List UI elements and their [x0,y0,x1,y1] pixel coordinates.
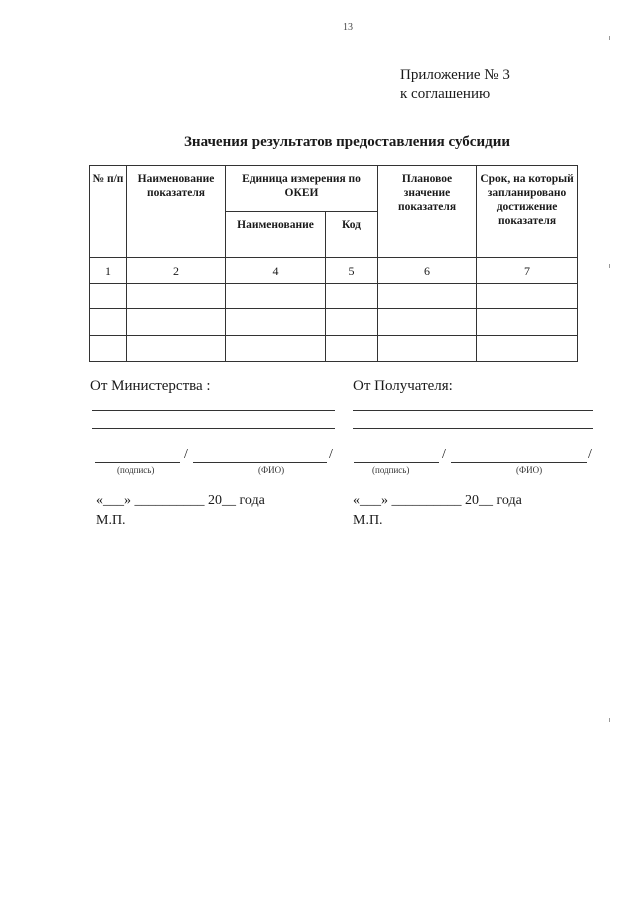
ministry-line-1 [92,410,335,411]
scan-tick [609,718,610,722]
empty-cell [127,284,226,309]
ministry-signature-line [95,462,180,463]
recipient-name-hint: (ФИО) [516,465,543,475]
empty-cell [90,284,127,309]
ministry-slash-end: / [329,447,333,462]
table-row [90,309,578,336]
header-okei-unit: Единица измерения по ОКЕИ [226,166,378,212]
table-header-row [90,166,578,212]
empty-cell [378,309,477,336]
empty-cell [226,284,326,309]
ministry-name-line [193,462,327,463]
empty-cell [326,336,378,362]
ministry-line-2 [92,428,335,429]
ministry-signature-hint: (подпись) [117,465,155,475]
header-number: № п/п [90,166,127,258]
empty-cell [378,336,477,362]
recipient-slash-end: / [588,447,592,462]
recipient-slash: / [442,447,446,462]
empty-cell [226,309,326,336]
recipient-name-line [451,462,587,463]
appendix-line-1: Приложение № 3 [400,67,510,83]
header-deadline: Срок, на который запланировано достижение показателя [477,166,578,258]
document-title: Значения результатов предоставления субсидии [184,134,510,150]
recipient-line-2 [353,428,593,429]
page-number: 13 [343,22,353,33]
table-row [90,336,578,362]
empty-cell [477,284,578,309]
recipient-date: «___» __________ 20__ года [353,493,522,508]
recipient-label: От Получателя: [353,378,453,394]
column-number-5: 5 [326,258,378,284]
scan-tick [609,36,610,40]
empty-cell [326,309,378,336]
empty-cell [127,336,226,362]
empty-cell [477,336,578,362]
column-number-4: 4 [226,258,326,284]
results-table [89,165,578,362]
empty-cell [127,309,226,336]
empty-cell [378,284,477,309]
appendix-line-2: к соглашению [400,86,491,102]
header-planned-value: Плановое значение показателя [378,166,477,258]
header-unit-code: Код [326,212,378,258]
empty-cell [90,336,127,362]
empty-cell [226,336,326,362]
header-unit-name: Наименование [226,212,326,258]
recipient-line-1 [353,410,593,411]
empty-cell [90,309,127,336]
column-number-2: 2 [127,258,226,284]
recipient-stamp-place: М.П. [353,513,383,528]
scan-tick [609,264,610,268]
column-number-1: 1 [90,258,127,284]
ministry-label: От Министерства : [90,378,211,394]
ministry-name-hint: (ФИО) [258,465,285,475]
column-number-7: 7 [477,258,578,284]
recipient-signature-line [354,462,439,463]
empty-cell [326,284,378,309]
ministry-stamp-place: М.П. [96,513,126,528]
header-indicator-name: Наименование показателя [127,166,226,258]
table-row [90,284,578,309]
empty-cell [477,309,578,336]
column-number-6: 6 [378,258,477,284]
ministry-slash: / [184,447,188,462]
appendix-reference [400,66,510,104]
column-number-row [90,258,578,284]
recipient-signature-hint: (подпись) [372,465,410,475]
ministry-date: «___» __________ 20__ года [96,493,265,508]
